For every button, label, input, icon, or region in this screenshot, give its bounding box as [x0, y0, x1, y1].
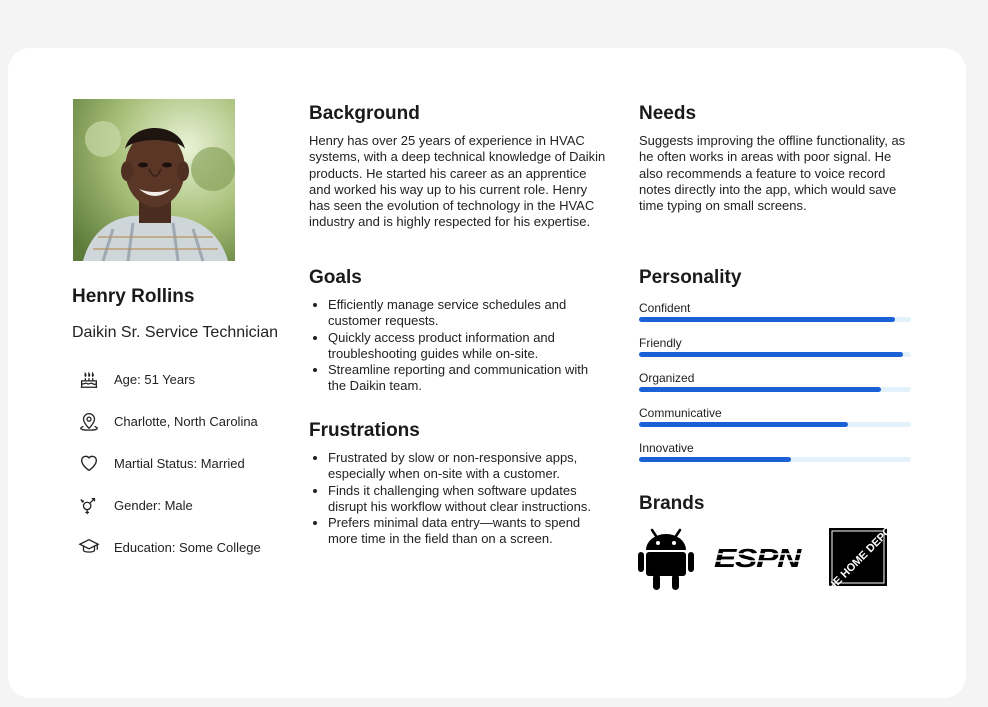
svg-text:THE HOME DEPOT: THE HOME DEPOT	[820, 519, 900, 599]
trait-fill	[639, 317, 895, 322]
gender-icon	[78, 494, 100, 516]
frustrations-title: Frustrations	[309, 420, 420, 441]
avatar	[73, 99, 235, 261]
goals-title: Goals	[309, 267, 362, 288]
fact-education	[78, 526, 298, 568]
fact-location	[78, 400, 298, 442]
heart-icon	[78, 452, 100, 474]
svg-text:ESPN: ESPN	[714, 543, 803, 573]
trait-label: Confident	[639, 301, 691, 315]
personality-title: Personality	[639, 267, 742, 288]
personality-section	[639, 267, 911, 297]
needs-section	[639, 103, 911, 214]
persona-role: Daikin Sr. Service Technician	[72, 324, 279, 341]
trait-innovative	[639, 440, 911, 475]
background-title: Background	[309, 103, 420, 124]
fact-location-label: Charlotte, North Carolina	[114, 413, 258, 429]
trait-communicative	[639, 405, 911, 440]
needs-text: Suggests improving the offline functionality, as he often works in areas with poor signal. He also recommends a feature to voice record notes directly into the app, which would save time typing on small screens.	[639, 133, 906, 214]
fact-education-label: Education: Some College	[114, 539, 261, 555]
trait-label: Innovative	[639, 441, 694, 455]
trait-track	[639, 352, 911, 357]
espn-logo-icon	[712, 545, 804, 571]
goals-list	[309, 297, 609, 395]
frustrations-section	[309, 420, 609, 548]
trait-fill	[639, 352, 903, 357]
background-text: Henry has over 25 years of experience in HVAC systems, with a deep technical knowledge of Daikin products. He started his career as an apprentice and worked his way up to his current role. Henry has seen the evolution of technology in the HVAC industry and is highly respected for his expertise.	[309, 133, 606, 230]
home-depot-logo-icon	[820, 519, 900, 599]
trait-track	[639, 422, 911, 427]
brands-title: Brands	[639, 493, 705, 514]
fact-age	[78, 358, 298, 400]
personality-bars	[639, 300, 911, 475]
fact-marital-status-label: Martial Status: Married	[114, 455, 245, 471]
fact-gender	[78, 484, 298, 526]
trait-track	[639, 457, 911, 462]
needs-title: Needs	[639, 103, 697, 124]
trait-label: Friendly	[639, 336, 682, 350]
goals-item: • Efficiently manage service schedules and customer requests.	[328, 297, 609, 330]
android-logo-icon	[638, 526, 694, 590]
trait-fill	[639, 387, 881, 392]
frustrations-list	[309, 450, 609, 548]
background-section	[309, 103, 609, 231]
trait-label: Communicative	[639, 406, 722, 420]
location-pin-icon	[78, 410, 100, 432]
goals-item: • Streamline reporting and communication with the Daikin team.	[328, 362, 609, 395]
trait-fill	[639, 457, 791, 462]
graduation-cap-icon	[78, 536, 100, 558]
trait-label: Organized	[639, 371, 695, 385]
trait-track	[639, 387, 911, 392]
avatar-photo	[73, 99, 235, 261]
fact-marital-status	[78, 442, 298, 484]
frustrations-item: • Frustrated by slow or non-responsive apps, especially when on-site with a customer.	[328, 450, 609, 483]
trait-friendly	[639, 335, 911, 370]
trait-fill	[639, 422, 848, 427]
persona-name: Henry Rollins	[72, 286, 195, 307]
cake-icon	[78, 368, 100, 390]
trait-organized	[639, 370, 911, 405]
goals-item: • Quickly access product information and troubleshooting guides while on-site.	[328, 330, 609, 363]
frustrations-item: • Prefers minimal data entry—wants to spend more time in the field than on a screen.	[328, 515, 609, 548]
fact-gender-label: Gender: Male	[114, 497, 193, 513]
trait-confident	[639, 300, 911, 335]
trait-track	[639, 317, 911, 322]
goals-section	[309, 267, 609, 395]
frustrations-item: • Finds it challenging when software updates disrupt his workflow without clear instructions.	[328, 483, 609, 516]
persona-facts	[78, 358, 298, 568]
fact-age-label: Age: 51 Years	[114, 371, 195, 387]
